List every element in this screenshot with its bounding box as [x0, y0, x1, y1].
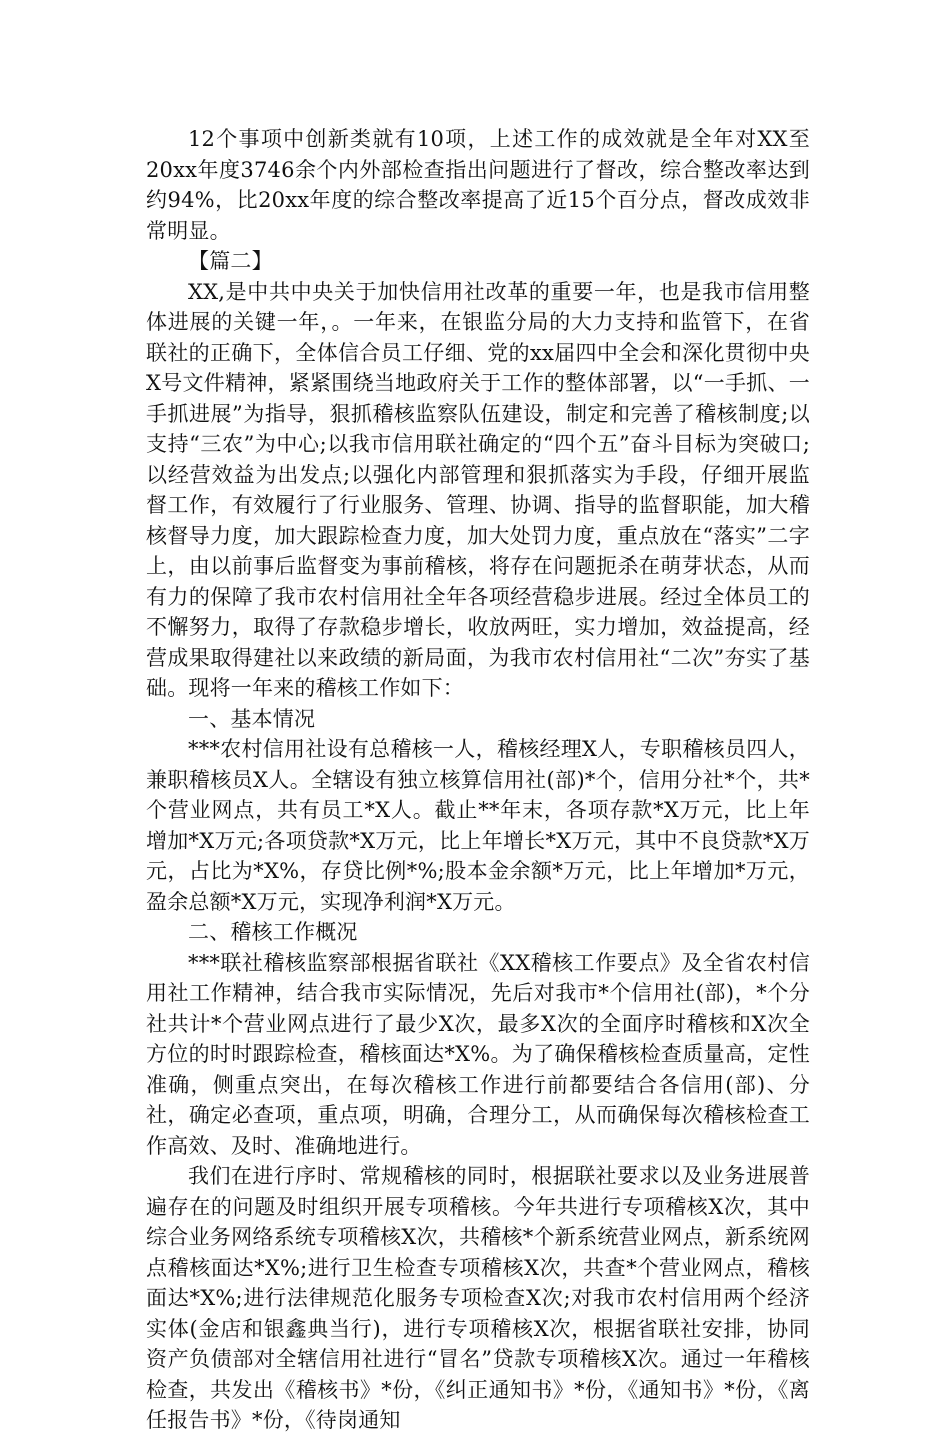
paragraph-3: ***农村信用社设有总稽核一人，稽核经理X人，专职稽核员四人，兼职稽核员X人。全辖设有独立核算信用社(部)*个，信用分社*个，共*个营业网点，共有员工*X人。截止**年末，各项存款*X万元，比上年增加*X万元;各项贷款*X万元，比上年增长*X万元，其中不良贷款*X万元，占比为*X%，存贷比例*%;股本金余额*万元，比上年增加*万元，盈余总额*X万元，实现净利润*X万元。 [146, 737, 810, 914]
heading-audit-overview: 二、稽核工作概况 [188, 920, 358, 944]
paragraph-1: 12个事项中创新类就有10项，上述工作的成效就是全年对XX至20xx年度3746余个内外部检查指出问题进行了督改，综合整改率达到约94%，比20xx年度的综合整改率提高了近15个百分点，督改成效非常明显。 [146, 127, 810, 243]
paragraph-2: XX,是中共中央关于加快信用社改革的重要一年，也是我市信用整体进展的关键一年，。一年来，在银监分局的大力支持和监管下，在省联社的正确下，全体信合员工仔细、党的xx届四中全会和深化贯彻中央X号文件精神，紧紧围绕当地政府关于工作的整体部署，以“一手抓、一手抓进展”为指导，狠抓稽核监察队伍建设，制定和完善了稽核制度;以支持“三农”为中心;以我市信用联社确定的“四个五”奋斗目标为突破口;以经营效益为出发点;以强化内部管理和狠抓落实为手段，仔细开展监督工作，有效履行了行业服务、管理、协调、指导的监督职能，加大稽核督导力度，加大跟踪检查力度，加大处罚力度，重点放在“落实”二字上，由以前事后监督变为事前稽核，将存在问题扼杀在萌芽状态，从而有力的保障了我市农村信用社全年各项经营稳步进展。经过全体员工的不懈努力，取得了存款稳步增长，收放两旺，实力增加，效益提高，经营成果取得建社以来政绩的新局面，为我市农村信用社“二次”夯实了基础。现将一年来的稽核工作如下： [146, 279, 810, 700]
paragraph-4: ***联社稽核监察部根据省联社《XX稽核工作要点》及全省农村信用社工作精神，结合我市实际情况，先后对我市*个信用社(部)，*个分社共计*个营业网点进行了最少X次，最多X次的全面序时稽核和X次全方位的时时跟踪检查，稽核面达*X%。为了确保稽核检查质量高，定性准确，侧重点突出，在每次稽核工作进行前都要结合各信用(部)、分社，确定必查项，重点项，明确，合理分工，从而确保每次稽核检查工作高效、及时、准确地进行。 [146, 950, 810, 1158]
paragraph-5: 我们在进行序时、常规稽核的同时，根据联社要求以及业务进展普遍存在的问题及时组织开展专项稽核。今年共进行专项稽核X次，其中综合业务网络系统专项稽核X次，共稽核*个新系统营业网点，新系统网点稽核面达*X%;进行卫生检查专项稽核X次，共查*个营业网点，稽核面达*X%;进行法律规范化服务专项检查X次;对我市农村信用两个经济实体(金店和银鑫典当行)，进行专项稽核X次，根据省联社安排，协同资产负债部对全辖信用社进行“冒名”贷款专项稽核X次。通过一年稽核检查，共发出《稽核书》*份，《纠正通知书》*份，《通知书》*份，《离任报告书》*份，《待岗通知 [146, 1164, 810, 1432]
section-title-part-two: 【篇二】 [188, 249, 273, 273]
document-body [146, 124, 810, 1436]
heading-basic-situation: 一、基本情况 [188, 706, 316, 731]
